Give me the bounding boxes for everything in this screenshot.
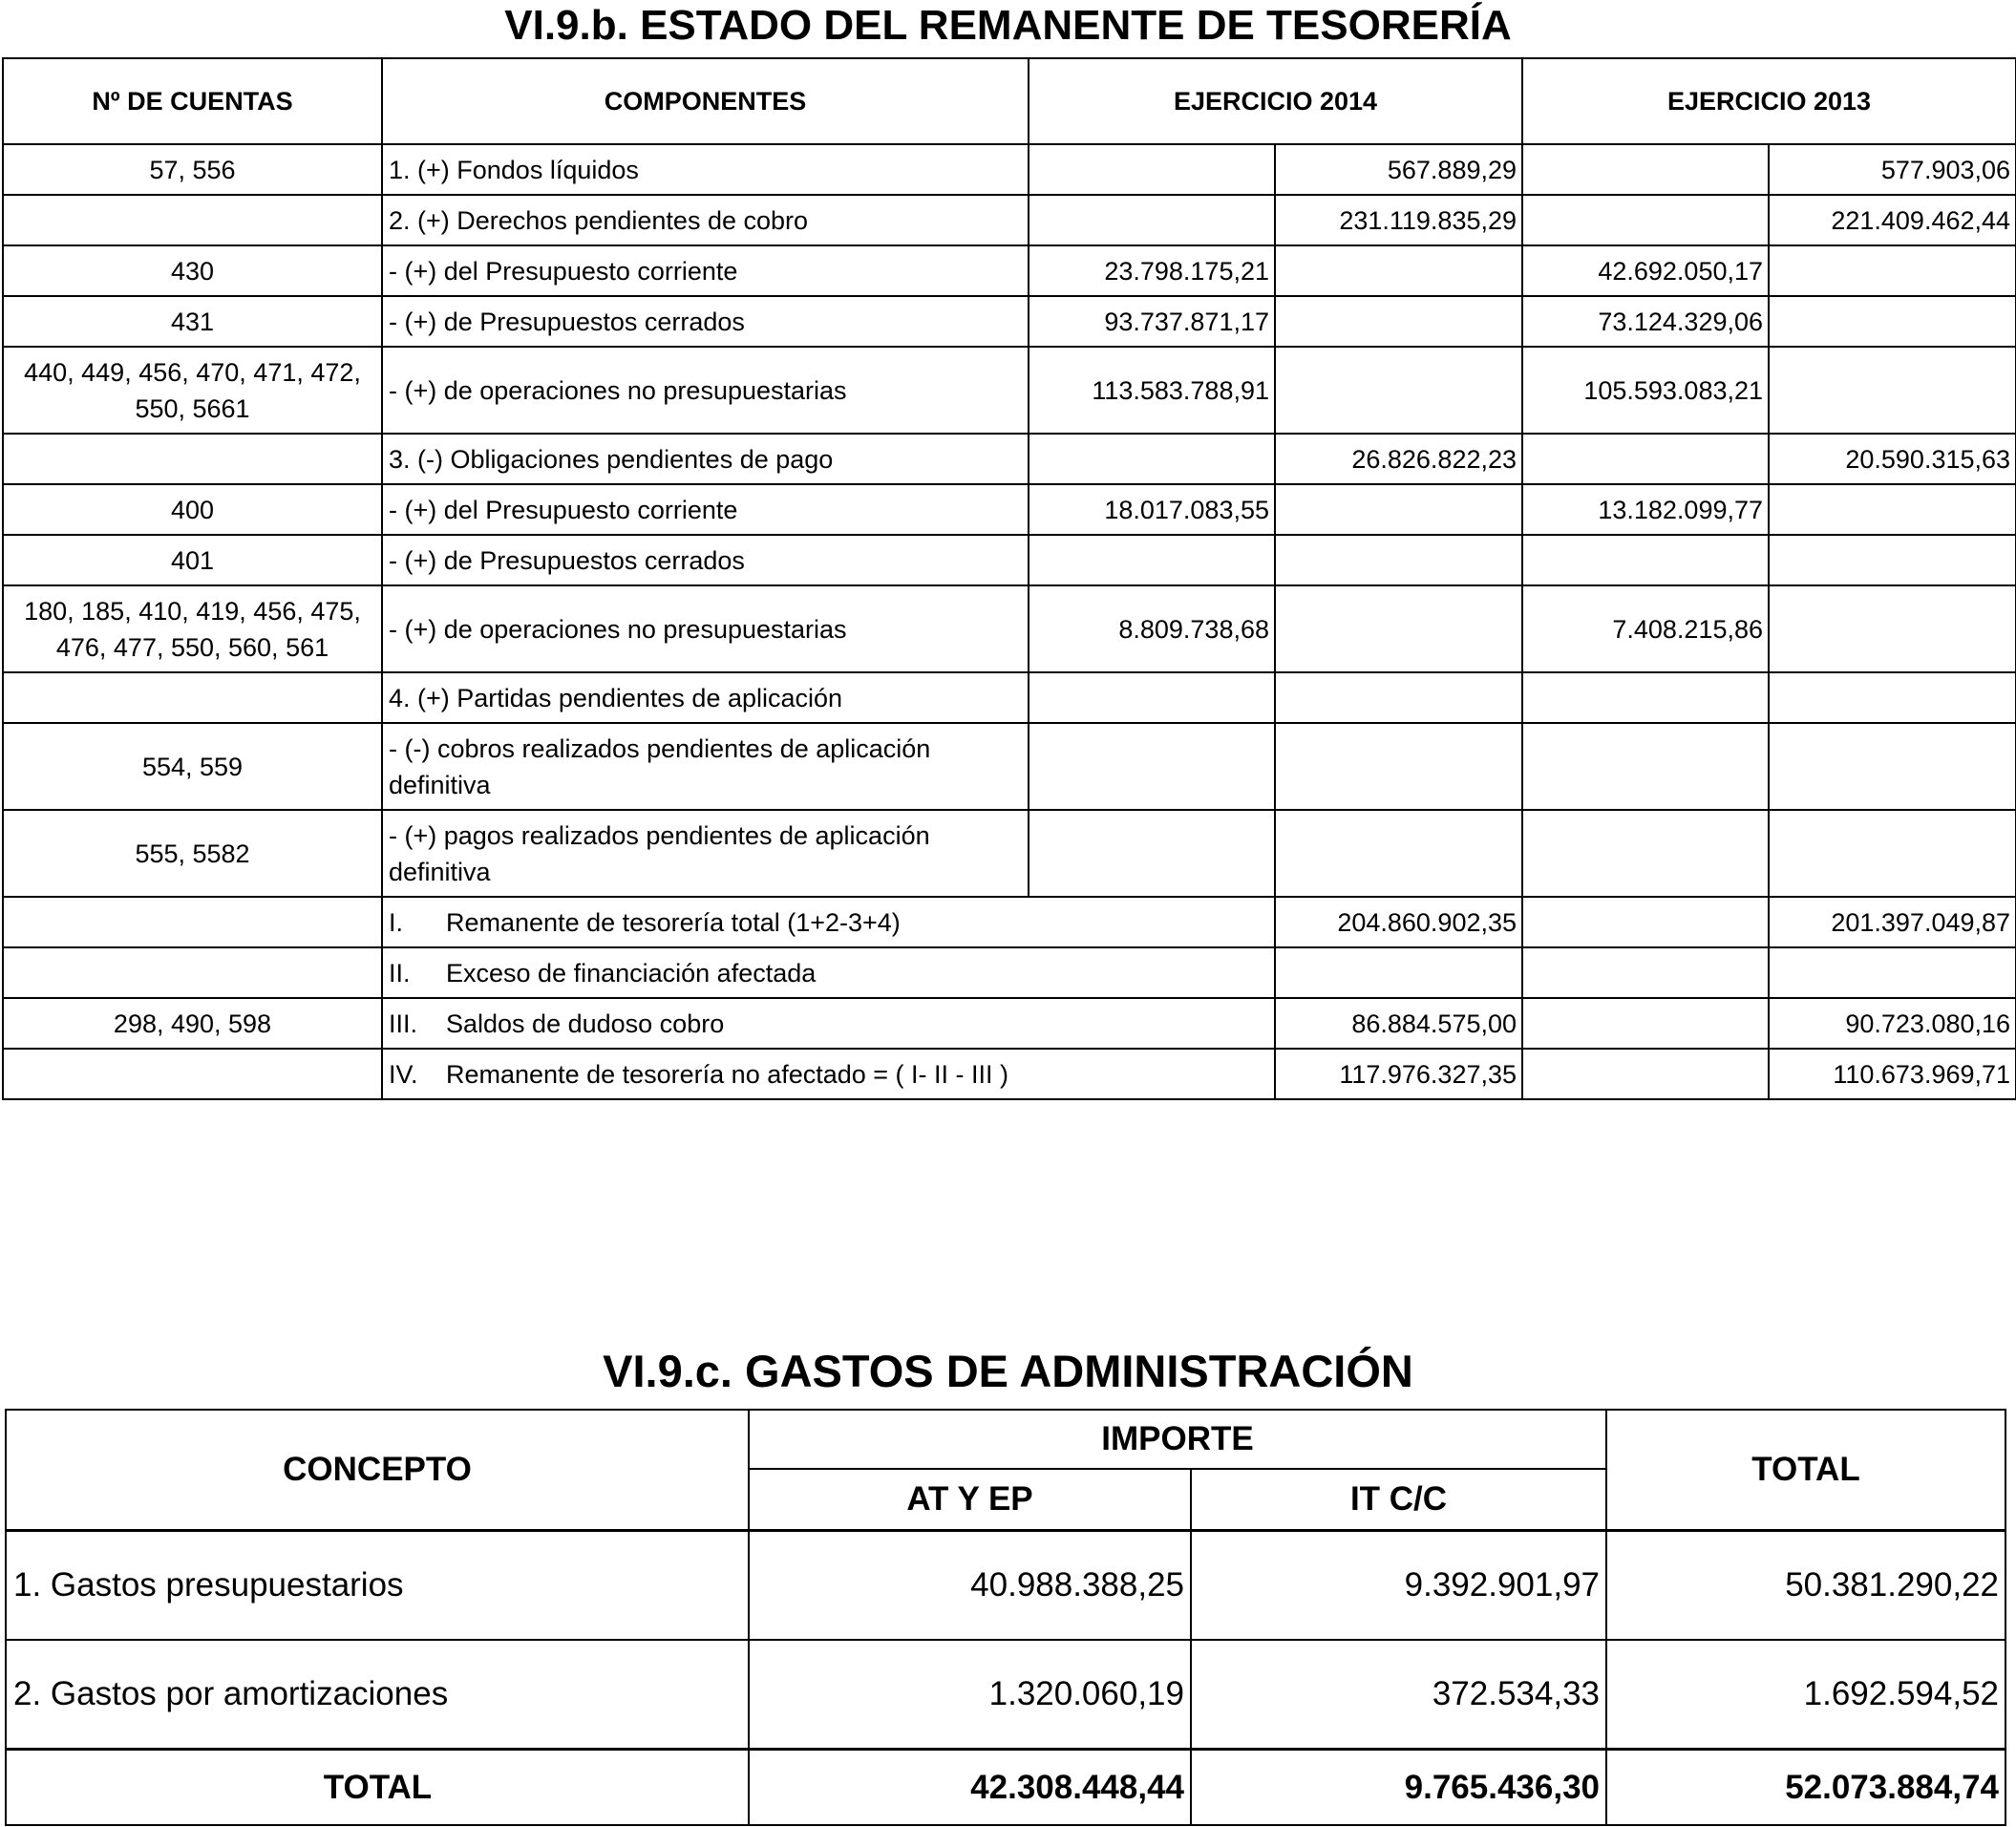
- y2013-detail-cell: [1522, 810, 1769, 897]
- y2014-detail-cell: [1029, 535, 1275, 585]
- y2014-detail-cell: [1029, 723, 1275, 810]
- y2013-total-cell: [1769, 347, 2016, 434]
- y2013-detail-cell: [1522, 535, 1769, 585]
- y2013-empty-cell: [1522, 947, 1769, 998]
- y2014-total-cell: [1275, 585, 1522, 672]
- y2014-total-cell: 204.860.902,35: [1275, 897, 1522, 947]
- y2014-total-cell: [1275, 535, 1522, 585]
- y2014-detail-cell: [1029, 195, 1275, 245]
- total-cell: 50.381.290,22: [1606, 1531, 2005, 1641]
- y2014-detail-cell: [1029, 434, 1275, 484]
- section-c-title: VI.9.c. GASTOS DE ADMINISTRACIÓN: [603, 1346, 1413, 1396]
- component-cell: 1. (+) Fondos líquidos: [382, 144, 1029, 195]
- total-cell: 1.692.594,52: [1606, 1640, 2005, 1750]
- treasury-remainder-table: [2, 57, 2016, 1100]
- summary-label: Saldos de dudoso cobro: [446, 1009, 725, 1038]
- y2014-detail-cell: 18.017.083,55: [1029, 484, 1275, 535]
- y2013-detail-cell: 7.408.215,86: [1522, 585, 1769, 672]
- account-cell: [3, 434, 382, 484]
- y2014-total-cell: 26.826.822,23: [1275, 434, 1522, 484]
- y2014-total-cell: [1275, 347, 1522, 434]
- summary-row: [3, 947, 2016, 998]
- at-ep-cell: 1.320.060,19: [749, 1640, 1191, 1750]
- y2013-total-cell: 90.723.080,16: [1769, 998, 2016, 1049]
- component-cell: 4. (+) Partidas pendientes de aplicación: [382, 672, 1029, 723]
- at-ep-cell: 40.988.388,25: [749, 1531, 1191, 1641]
- y2014-total-cell: 231.119.835,29: [1275, 195, 1522, 245]
- table-row: [3, 434, 2016, 484]
- it-cc-cell: 372.534,33: [1191, 1640, 1606, 1750]
- table-row: [3, 144, 2016, 195]
- account-cell: 400: [3, 484, 382, 535]
- roman-numeral: II.: [389, 958, 411, 988]
- y2013-detail-cell: [1522, 434, 1769, 484]
- roman-numeral: I.: [389, 907, 404, 937]
- y2013-detail-cell: [1522, 195, 1769, 245]
- y2014-detail-cell: [1029, 810, 1275, 897]
- component-cell: - (+) de operaciones no presupuestarias: [382, 585, 1029, 672]
- y2013-total-cell: [1769, 585, 2016, 672]
- account-cell: 431: [3, 296, 382, 347]
- grand-total-cell: 52.073.884,74: [1606, 1750, 2005, 1826]
- y2014-detail-cell: [1029, 672, 1275, 723]
- summary-row: [3, 998, 2016, 1049]
- table-header-row: [6, 1410, 2005, 1469]
- account-cell: 57, 556: [3, 144, 382, 195]
- it-cc-cell: 9.392.901,97: [1191, 1531, 1606, 1641]
- account-cell: 298, 490, 598: [3, 998, 382, 1049]
- header-it-cc: IT C/C: [1191, 1469, 1606, 1531]
- roman-numeral: III.: [389, 1009, 418, 1038]
- header-at-ep: AT Y EP: [749, 1469, 1191, 1531]
- account-cell: 555, 5582: [3, 810, 382, 897]
- table-row: [3, 723, 2016, 810]
- account-cell: [3, 672, 382, 723]
- account-cell: [3, 897, 382, 947]
- table-row: [3, 810, 2016, 897]
- table-row: [3, 296, 2016, 347]
- roman-numeral: IV.: [389, 1059, 418, 1089]
- summary-component-cell: [382, 1049, 1275, 1099]
- y2013-detail-cell: [1522, 672, 1769, 723]
- y2013-total-cell: [1769, 947, 2016, 998]
- component-cell: 2. (+) Derechos pendientes de cobro: [382, 195, 1029, 245]
- component-cell: - (-) cobros realizados pendientes de aplicación definitiva: [382, 723, 1029, 810]
- y2013-empty-cell: [1522, 897, 1769, 947]
- y2014-total-cell: [1275, 723, 1522, 810]
- y2014-detail-cell: 93.737.871,17: [1029, 296, 1275, 347]
- y2014-total-cell: [1275, 947, 1522, 998]
- table-row: [3, 245, 2016, 296]
- summary-label: Remanente de tesorería total (1+2-3+4): [446, 907, 901, 937]
- y2014-total-cell: [1275, 296, 1522, 347]
- table-row: [3, 195, 2016, 245]
- header-accounts: Nº DE CUENTAS: [3, 58, 382, 144]
- total-row: [6, 1750, 2005, 1826]
- summary-row: [3, 897, 2016, 947]
- y2013-total-cell: [1769, 723, 2016, 810]
- total-it-cc-cell: 9.765.436,30: [1191, 1750, 1606, 1826]
- y2013-detail-cell: [1522, 144, 1769, 195]
- header-components: COMPONENTES: [382, 58, 1029, 144]
- table-row: [3, 484, 2016, 535]
- account-cell: [3, 947, 382, 998]
- header-total: TOTAL: [1606, 1410, 2005, 1531]
- summary-label: Exceso de financiación afectada: [446, 958, 817, 988]
- summary-component-cell: [382, 897, 1275, 947]
- account-cell: 180, 185, 410, 419, 456, 475, 476, 477, 550, 560, 561: [3, 585, 382, 672]
- y2013-empty-cell: [1522, 1049, 1769, 1099]
- component-cell: - (+) del Presupuesto corriente: [382, 484, 1029, 535]
- y2014-total-cell: [1275, 672, 1522, 723]
- y2014-detail-cell: 23.798.175,21: [1029, 245, 1275, 296]
- y2013-detail-cell: 13.182.099,77: [1522, 484, 1769, 535]
- summary-component-cell: [382, 947, 1275, 998]
- y2014-total-cell: [1275, 810, 1522, 897]
- y2014-total-cell: 567.889,29: [1275, 144, 1522, 195]
- summary-row: [3, 1049, 2016, 1099]
- y2013-total-cell: 577.903,06: [1769, 144, 2016, 195]
- account-cell: 440, 449, 456, 470, 471, 472, 550, 5661: [3, 347, 382, 434]
- y2013-detail-cell: 42.692.050,17: [1522, 245, 1769, 296]
- y2013-detail-cell: [1522, 723, 1769, 810]
- account-cell: 401: [3, 535, 382, 585]
- y2013-total-cell: [1769, 535, 2016, 585]
- summary-label: Remanente de tesorería no afectado = ( I- II - III ): [446, 1059, 1009, 1089]
- y2013-empty-cell: [1522, 998, 1769, 1049]
- table-row: [3, 535, 2016, 585]
- concept-cell: 1. Gastos presupuestarios: [6, 1531, 749, 1641]
- y2014-detail-cell: 8.809.738,68: [1029, 585, 1275, 672]
- table-row: [6, 1640, 2005, 1750]
- summary-component-cell: [382, 998, 1275, 1049]
- y2013-total-cell: 110.673.969,71: [1769, 1049, 2016, 1099]
- account-cell: [3, 195, 382, 245]
- y2014-detail-cell: 113.583.788,91: [1029, 347, 1275, 434]
- table-header-row: [3, 58, 2016, 144]
- table-row: [3, 672, 2016, 723]
- y2013-total-cell: 201.397.049,87: [1769, 897, 2016, 947]
- header-amount: IMPORTE: [749, 1410, 1606, 1469]
- y2013-total-cell: [1769, 245, 2016, 296]
- total-label-cell: TOTAL: [6, 1750, 749, 1826]
- y2013-total-cell: 20.590.315,63: [1769, 434, 2016, 484]
- component-cell: 3. (-) Obligaciones pendientes de pago: [382, 434, 1029, 484]
- account-cell: [3, 1049, 382, 1099]
- header-year-2014: EJERCICIO 2014: [1029, 58, 1522, 144]
- y2013-total-cell: 221.409.462,44: [1769, 195, 2016, 245]
- account-cell: 554, 559: [3, 723, 382, 810]
- section-b-title: VI.9.b. ESTADO DEL REMANENTE DE TESORERÍA: [504, 2, 1512, 49]
- table-row: [3, 585, 2016, 672]
- table-row: [3, 347, 2016, 434]
- y2014-detail-cell: [1029, 144, 1275, 195]
- y2014-total-cell: 117.976.327,35: [1275, 1049, 1522, 1099]
- component-cell: - (+) del Presupuesto corriente: [382, 245, 1029, 296]
- y2013-detail-cell: 105.593.083,21: [1522, 347, 1769, 434]
- y2013-total-cell: [1769, 810, 2016, 897]
- header-year-2013: EJERCICIO 2013: [1522, 58, 2016, 144]
- y2013-total-cell: [1769, 672, 2016, 723]
- total-at-ep-cell: 42.308.448,44: [749, 1750, 1191, 1826]
- admin-expenses-table: [5, 1409, 2006, 1826]
- y2014-total-cell: [1275, 484, 1522, 535]
- header-concept: CONCEPTO: [6, 1410, 749, 1531]
- component-cell: - (+) pagos realizados pendientes de aplicación definitiva: [382, 810, 1029, 897]
- table-row: [6, 1531, 2005, 1641]
- y2013-total-cell: [1769, 484, 2016, 535]
- y2013-total-cell: [1769, 296, 2016, 347]
- y2013-detail-cell: 73.124.329,06: [1522, 296, 1769, 347]
- component-cell: - (+) de Presupuestos cerrados: [382, 535, 1029, 585]
- account-cell: 430: [3, 245, 382, 296]
- y2014-total-cell: 86.884.575,00: [1275, 998, 1522, 1049]
- component-cell: - (+) de Presupuestos cerrados: [382, 296, 1029, 347]
- component-cell: - (+) de operaciones no presupuestarias: [382, 347, 1029, 434]
- concept-cell: 2. Gastos por amortizaciones: [6, 1640, 749, 1750]
- y2014-total-cell: [1275, 245, 1522, 296]
